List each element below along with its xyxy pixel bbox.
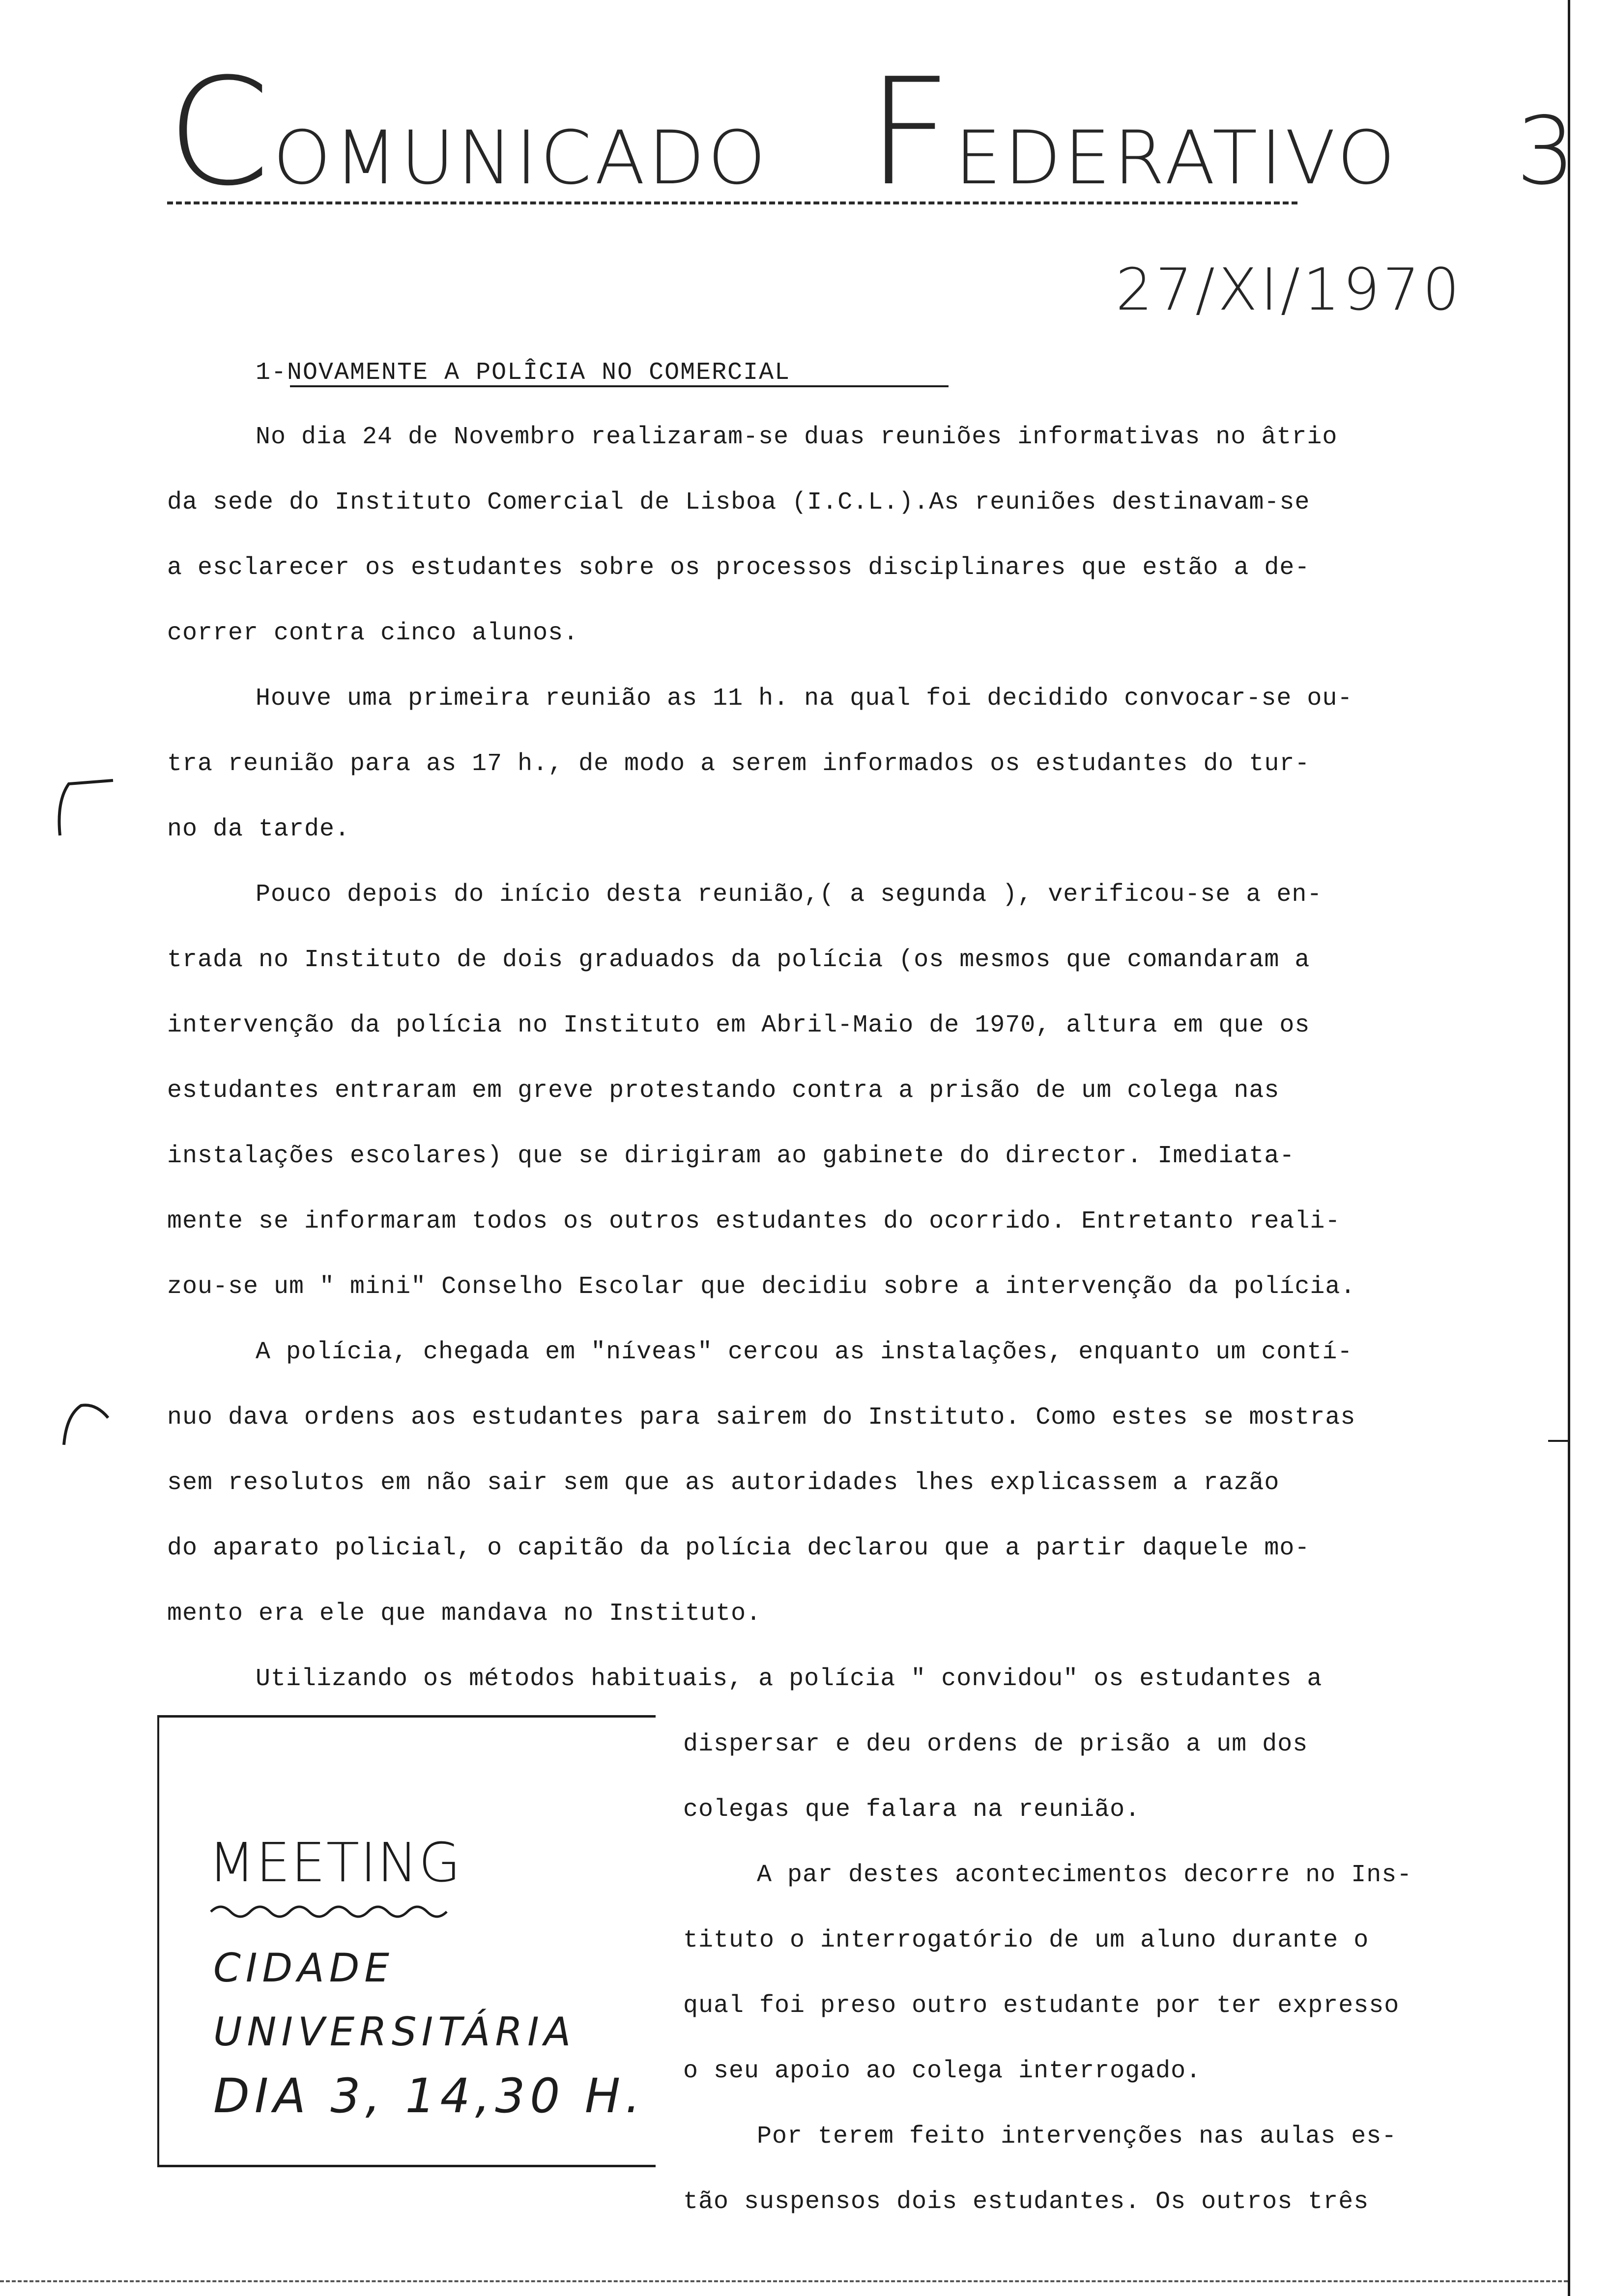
body-line: do aparato policial, o capitão da polícia declarou que a partir daquele mo- (167, 1534, 1310, 1562)
meeting-datetime: DIA 3, 14,30 H. (213, 2068, 645, 2124)
column-line: tituto o interrogatório de um aluno durante o (683, 1926, 1369, 1954)
body-line: Pouco depois do início desta reunião,( a segunda ), verificou-se a en- (256, 881, 1323, 909)
column-line: Por terem feito intervenções nas aulas es- (757, 2123, 1397, 2151)
column-line: tão suspensos dois estudantes. Os outros três (683, 2188, 1369, 2216)
body-line: zou-se um " mini" Conselho Escolar que decidiu sobre a intervenção da polícia. (167, 1273, 1356, 1301)
meeting-title: MEETING (208, 1831, 462, 1894)
margin-tick (1548, 1440, 1569, 1442)
meeting-place-line1: CIDADE (213, 1945, 394, 1991)
masthead (167, 47, 1579, 218)
body-line: trada no Instituto de dois graduados da polícia (os mesmos que comandaram a (167, 946, 1310, 974)
column-line: A par destes acontecimentos decorre no Ins- (757, 1861, 1412, 1889)
masthead-title (167, 47, 1579, 232)
body-line: A polícia, chegada em "níveas" cercou as instalações, enquanto um contí- (256, 1338, 1353, 1366)
body-line: sem resolutos em não sair sem que as autoridades lhes explicassem a razão (167, 1469, 1280, 1497)
column-line: dispersar e deu ordens de prisão a um dos (683, 1730, 1308, 1758)
body-line: tra reunião para as 17 h., de modo a serem informados os estudantes do tur- (167, 750, 1310, 778)
page-edge (1568, 0, 1570, 2296)
body-line: mente se informaram todos os outros estudantes do ocorrido. Entretanto reali- (167, 1207, 1341, 1235)
body-line: mento era ele que mandava no Instituto. (167, 1600, 762, 1628)
body-line: a esclarecer os estudantes sobre os processos disciplinares que estão a de- (167, 554, 1310, 582)
body-line: correr contra cinco alunos. (167, 619, 579, 647)
body-line: No dia 24 de Novembro realizaram-se duas reuniões informativas no âtrio (256, 423, 1338, 451)
body-line: da sede do Instituto Comercial de Lisboa (I.C.L.).As reuniões destinavam-se (167, 488, 1310, 517)
issue-date: 27/XI/1970 (1116, 256, 1463, 323)
meeting-notice-box (157, 1715, 656, 2167)
body-line: nuo dava ordens aos estudantes para sairem do Instituto. Como estes se mostras (167, 1404, 1356, 1432)
masthead-word-comunicado: OMUNICADO (273, 115, 769, 201)
section-number: 1- (256, 359, 288, 387)
masthead-number: 3 (1516, 97, 1579, 205)
heading-underline (290, 385, 949, 387)
column-line: qual foi preso outro estudante por ter expresso (683, 1992, 1400, 2020)
masthead-word-federativo: EDERATIVO (954, 115, 1398, 201)
column-line: colegas que falara na reunião. (683, 1796, 1141, 1824)
bottom-rule (0, 2280, 1568, 2282)
punch-hole-mark (54, 772, 118, 840)
body-line: instalações escolares) que se dirigiram ao gabinete do director. Imediata- (167, 1142, 1295, 1170)
punch-hole-mark (59, 1396, 113, 1450)
meeting-place-line2: UNIVERSITÁRIA (213, 2009, 576, 2055)
body-line: no da tarde. (167, 815, 350, 843)
body-line: estudantes entraram em greve protestando contra a prisão de um colega nas (167, 1077, 1280, 1105)
masthead-initial-f: F (867, 47, 955, 218)
masthead-underline (167, 201, 1297, 204)
squiggle-underline (208, 1899, 454, 1919)
body-line: Houve uma primeira reunião as 11 h. na qual foi decidido convocar-se ou- (256, 685, 1353, 713)
body-line: Utilizando os métodos habituais, a polícia " convidou" os estudantes a (256, 1665, 1323, 1693)
body-line: intervenção da polícia no Instituto em Abril-Maio de 1970, altura em que os (167, 1011, 1310, 1039)
section-title: NOVAMENTE A POLÎCIA NO COMERCIAL (287, 359, 791, 387)
masthead-initial-c: C (167, 47, 273, 218)
column-line: o seu apoio ao colega interrogado. (683, 2057, 1202, 2085)
